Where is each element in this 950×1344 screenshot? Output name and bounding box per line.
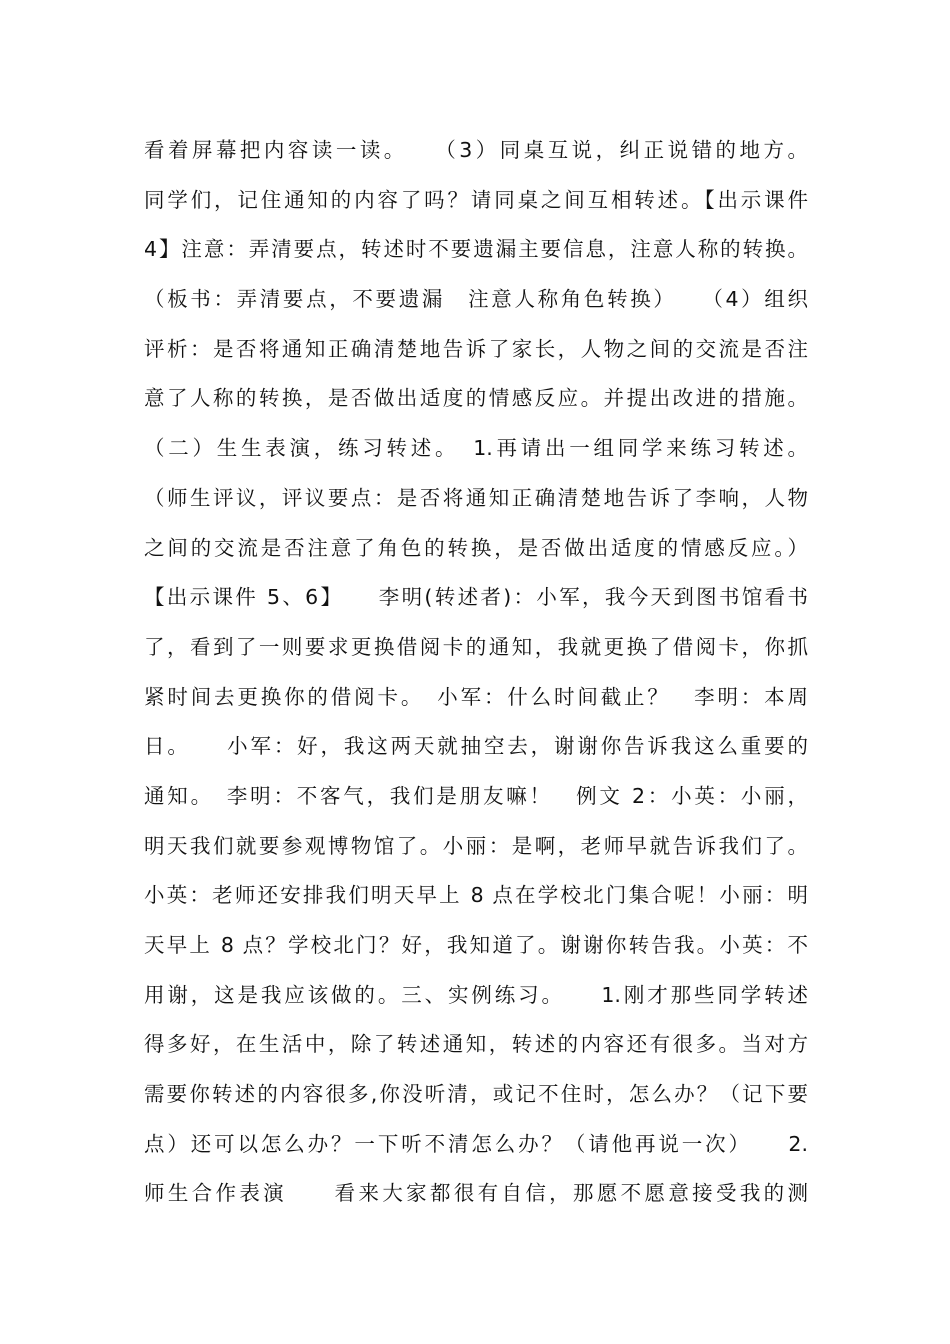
- body-text: [144, 126, 808, 1219]
- text-line: 日。 小军：好，我这两天就抽空去，谢谢你告诉我这么重要的: [144, 734, 808, 759]
- text-line: 明天我们就要参观博物馆了。小丽：是啊，老师早就告诉我们了。: [144, 833, 808, 858]
- text-line: 天早上 8 点？学校北门？好，我知道了。谢谢你转告我。小英：不: [144, 933, 808, 957]
- text-line: 师生合作表演 看来大家都很有自信，那愿不愿意接受我的测: [144, 1181, 808, 1206]
- text-line: 了，看到了一则要求更换借阅卡的通知，我就更换了借阅卡，你抓: [144, 634, 808, 659]
- text-line: （二）生生表演，练习转述。 1.再请出一组同学来练习转述。: [144, 436, 808, 461]
- text-line: 点）还可以怎么办？一下听不清怎么办？（请他再说一次） 2.: [144, 1131, 808, 1156]
- text-line: 需要你转述的内容很多,你没听清，或记不住时，怎么办？（记下要: [144, 1082, 808, 1107]
- text-line: 【出示课件 5、6】 李明(转述者)：小军，我今天到图书馆看书: [144, 585, 808, 610]
- text-line: 看着屏幕把内容读一读。 （3）同桌互说，纠正说错的地方。: [144, 138, 808, 162]
- text-line: 之间的交流是否注意了角色的转换，是否做出适度的情感反应。）: [144, 535, 808, 560]
- text-line: 得多好，在生活中，除了转述通知，转述的内容还有很多。当对方: [144, 1032, 808, 1057]
- text-line: 通知。 李明：不客气，我们是朋友嘛！ 例文 2：小英：小丽，: [144, 783, 808, 808]
- text-line: 意了人称的转换，是否做出适度的情感反应。并提出改进的措施。: [144, 386, 808, 411]
- text-line: 同学们，记住通知的内容了吗？请同桌之间互相转述。【出示课件: [144, 187, 808, 212]
- text-line: （师生评议，评议要点：是否将通知正确清楚地告诉了李响，人物: [144, 485, 808, 510]
- text-line: 评析：是否将通知正确清楚地告诉了家长，人物之间的交流是否注: [144, 336, 808, 361]
- text-line: 4】注意：弄清要点，转述时不要遗漏主要信息，注意人称的转换。: [144, 237, 808, 262]
- text-line: （板书：弄清要点，不要遗漏 注意人称角色转换） （4）组织: [144, 287, 808, 312]
- text-line: 紧时间去更换你的借阅卡。 小军：什么时间截止？ 李明：本周: [144, 684, 808, 709]
- text-line: 用谢，这是我应该做的。三、实例练习。 1.刚才那些同学转述: [144, 982, 808, 1007]
- text-line: 小英：老师还安排我们明天早上 8 点在学校北门集合呢！小丽：明: [144, 883, 808, 908]
